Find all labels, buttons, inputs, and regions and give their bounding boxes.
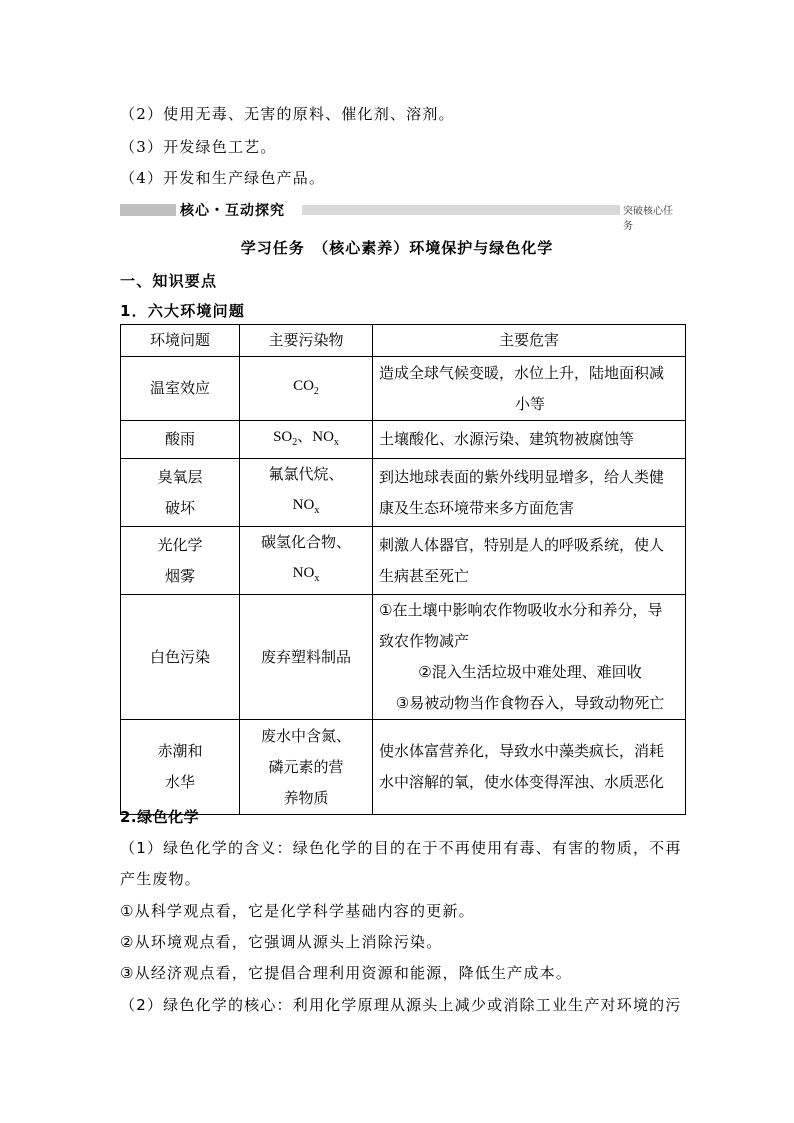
harm-line: 小等 bbox=[514, 394, 545, 413]
table-row bbox=[121, 357, 686, 421]
cell-pollutant: 废弃塑料制品 bbox=[240, 595, 373, 720]
table-row bbox=[121, 421, 686, 459]
cell-problem: 酸雨 bbox=[121, 421, 240, 459]
cell-pollutant bbox=[240, 720, 373, 815]
subsection1-heading: 1．六大环境问题 bbox=[120, 302, 246, 320]
pollutant-line: 磷元素的营 bbox=[268, 757, 344, 776]
environment-problems-table bbox=[120, 324, 686, 815]
cell-problem: 温室效应 bbox=[121, 357, 240, 421]
problem-line: 破坏 bbox=[164, 498, 195, 517]
banner-bar-middle bbox=[302, 205, 620, 215]
cell-pollutant bbox=[240, 527, 373, 595]
section1-heading: 一、知识要点 bbox=[120, 272, 218, 290]
cell-harm bbox=[373, 357, 686, 421]
banner-right-text: 突破核心任务 bbox=[623, 206, 673, 232]
pollutant-line: 废水中含氮、 bbox=[260, 726, 351, 745]
paragraph-line: ②从环境观点看，它强调从源头上消除污染。 bbox=[120, 933, 443, 951]
cell-problem bbox=[121, 527, 240, 595]
cell-problem bbox=[121, 720, 240, 815]
harm-line: 使水体富营养化，导致水中藻类疯长，消耗 bbox=[379, 742, 665, 760]
cell-pollutant bbox=[240, 459, 373, 527]
subsection2-heading: 2.绿色化学 bbox=[120, 808, 200, 826]
harm-line: 造成全球气候变暖，水位上升，陆地面积减 bbox=[379, 363, 665, 382]
cell-harm bbox=[373, 595, 686, 720]
cell-problem bbox=[121, 459, 240, 527]
cell-pollutant bbox=[240, 357, 373, 421]
cell-harm bbox=[373, 527, 686, 595]
problem-line: 赤潮和 bbox=[157, 742, 203, 760]
cell-harm bbox=[373, 720, 686, 815]
paragraph-line: 产生废物。 bbox=[120, 870, 202, 888]
harm-line: ①在土壤中影响农作物吸收水分和养分，导 bbox=[379, 601, 663, 619]
header-problem: 环境问题 bbox=[121, 325, 240, 357]
pollutant-nox: $NO_x$ bbox=[292, 497, 320, 516]
section-banner bbox=[120, 203, 680, 232]
table-row bbox=[121, 459, 686, 527]
cell-problem: 白色污染 bbox=[121, 595, 240, 720]
paragraph-line: ③从经济观点看，它提倡合理利用资源和能源，降低生产成本。 bbox=[120, 964, 573, 982]
table-header-row bbox=[121, 325, 686, 357]
pollutant-co2: $CO_2$ bbox=[293, 378, 319, 397]
problem-line: 光化学 bbox=[157, 535, 203, 554]
table-row bbox=[121, 720, 686, 815]
intro-item-2: （2）使用无毒、无害的原料、催化剂、溶剂。 bbox=[120, 105, 455, 123]
problem-line: 水华 bbox=[164, 773, 195, 791]
banner-label: 核心・互动探究 bbox=[180, 203, 285, 219]
pollutant-nox: $NO_x$ bbox=[292, 565, 320, 584]
harm-line: ③易被动物当作食物吞入，导致动物死亡 bbox=[395, 694, 665, 712]
intro-item-4: （4）开发和生产绿色产品。 bbox=[120, 169, 326, 187]
pollutant-line: 养物质 bbox=[283, 788, 329, 807]
harm-line: 致农作物减产 bbox=[379, 632, 470, 650]
problem-line: 烟雾 bbox=[164, 566, 195, 585]
paragraph-line: （1）绿色化学的含义：绿色化学的目的在于不再使用有毒、有害的物质，不再 bbox=[120, 839, 682, 857]
harm-line: 刺激人体器官，特别是人的呼吸系统，使人 bbox=[379, 535, 665, 554]
header-harm: 主要危害 bbox=[373, 325, 686, 357]
pollutant-line: 氟氯代烷、 bbox=[268, 465, 344, 483]
pollutant-so2-nox: $SO_2$、$NO_x$ bbox=[273, 429, 339, 448]
table-row bbox=[121, 595, 686, 720]
harm-line: 到达地球表面的紫外线明显增多，给人类健 bbox=[379, 467, 665, 486]
cell-pollutant bbox=[240, 421, 373, 459]
task-title: 学习任务 （核心素养）环境保护与绿色化学 bbox=[240, 239, 554, 257]
pollutant-line: 碳氢化合物、 bbox=[260, 533, 351, 551]
table-row bbox=[121, 527, 686, 595]
header-pollutant: 主要污染物 bbox=[240, 325, 373, 357]
harm-line: 生病甚至死亡 bbox=[379, 566, 470, 585]
harm-line: 水中溶解的氧，使水体变得浑浊、水质恶化 bbox=[379, 773, 665, 791]
intro-item-3: （3）开发绿色工艺。 bbox=[120, 138, 277, 156]
cell-harm: 土壤酸化、水源污染、建筑物被腐蚀等 bbox=[373, 421, 686, 459]
harm-line: ②混入生活垃圾中难处理、难回收 bbox=[418, 663, 642, 681]
banner-bar-left bbox=[120, 204, 176, 216]
harm-line: 康及生态环境带来多方面危害 bbox=[379, 498, 575, 517]
paragraph-line: （2）绿色化学的核心：利用化学原理从源头上减少或消除工业生产对环境的污 bbox=[120, 996, 682, 1014]
paragraph-line: ①从科学观点看，它是化学科学基础内容的更新。 bbox=[120, 902, 475, 920]
problem-line: 臭氧层 bbox=[157, 467, 203, 486]
cell-harm bbox=[373, 459, 686, 527]
